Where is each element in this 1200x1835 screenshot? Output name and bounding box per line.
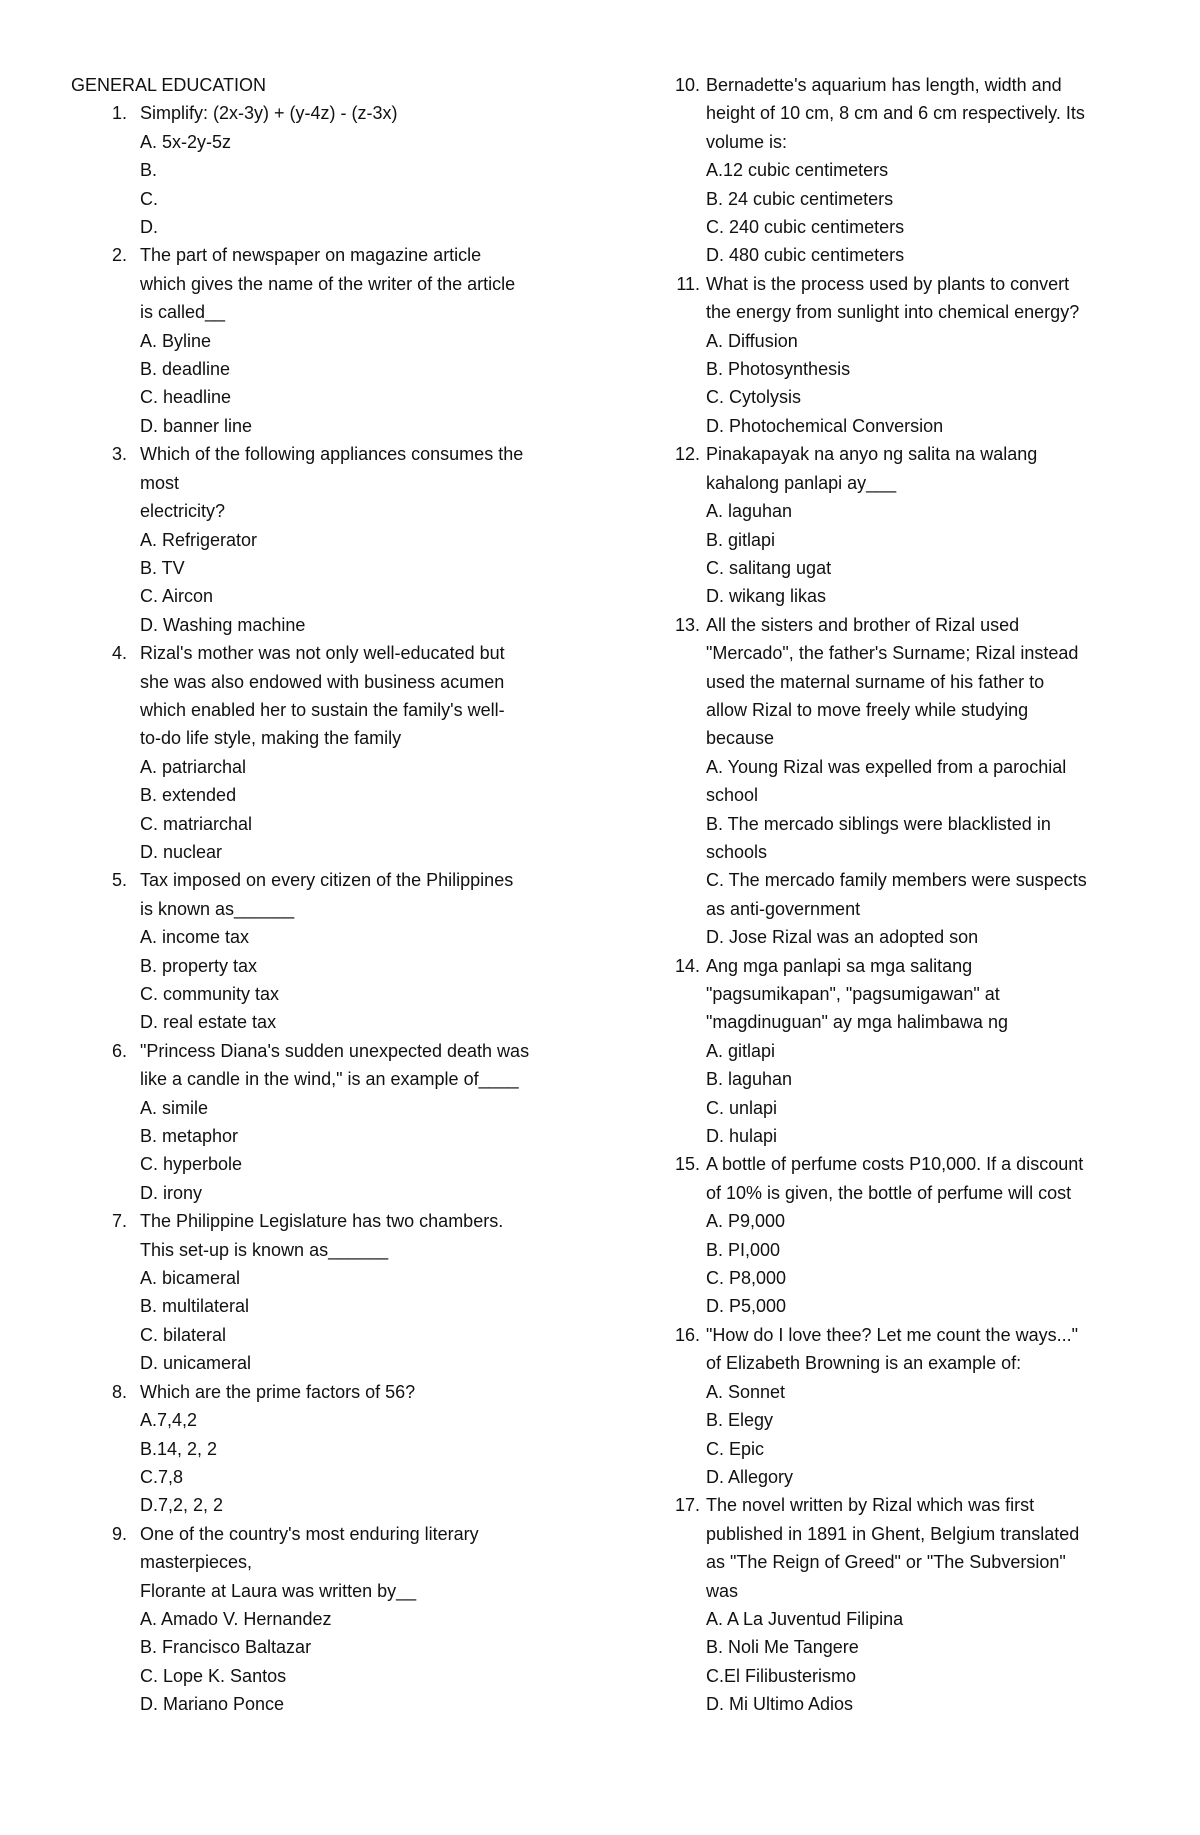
question-text: most: [140, 472, 180, 493]
question-text: This set-up is known as______: [140, 1239, 389, 1260]
answer-option: C. bilateral: [140, 1324, 227, 1345]
answer-option: A. bicameral: [140, 1268, 241, 1289]
answer-option: B. gitlapi: [706, 529, 776, 550]
question-number: 13.: [674, 614, 700, 635]
question-text-line: [670, 270, 1087, 298]
question-text-line: [670, 71, 1087, 99]
question-text: Tax imposed on every citizen of the Philippines: [140, 870, 514, 891]
question-text: because: [706, 728, 775, 749]
question-text: Pinakapayak na anyo ng salita na walang: [706, 444, 1038, 465]
answer-option: B. metaphor: [140, 1126, 239, 1147]
question-text: The part of newspaper on magazine article: [140, 245, 482, 266]
question-text: allow Rizal to move freely while studying: [706, 699, 1029, 720]
question-number: 15.: [674, 1154, 700, 1175]
question-text: Which are the prime factors of 56?: [140, 1381, 416, 1402]
answer-option: D. wikang likas: [706, 586, 827, 607]
question-text: like a candle in the wind," is an example of____: [140, 1069, 519, 1090]
question-text-line: [71, 497, 529, 525]
question-text-line: [71, 1065, 529, 1093]
question-text: Which of the following appliances consumes the: [140, 444, 524, 465]
question-text: The novel written by Rizal which was first: [706, 1495, 1035, 1516]
question-text: One of the country's most enduring literary: [140, 1523, 479, 1544]
answer-option: B. PI,000: [706, 1239, 781, 1260]
question-text-line: [670, 1520, 1087, 1548]
question-text-line: [670, 1150, 1087, 1178]
answer-option: B. extended: [140, 785, 237, 806]
question-text-line: [670, 1349, 1087, 1377]
answer-option: A. income tax: [140, 927, 250, 948]
answer-option: A. Sonnet: [706, 1381, 786, 1402]
question-item: [670, 1491, 1087, 1718]
answer-option: C. The mercado family members were suspects: [706, 870, 1087, 891]
question-number: 1.: [111, 103, 127, 124]
question-text-line: [71, 639, 529, 667]
question-text: The Philippine Legislature has two chambers.: [140, 1211, 504, 1232]
question-text: Florante at Laura was written by__: [140, 1580, 417, 1601]
question-text-line: [670, 696, 1087, 724]
answer-option: C. salitang ugat: [706, 557, 832, 578]
question-text: to-do life style, making the family: [140, 728, 402, 749]
answer-option: schools: [706, 841, 768, 862]
question-text-line: [71, 1378, 529, 1406]
answer-option: A. 5x-2y-5z: [140, 131, 232, 152]
question-text-line: [71, 1577, 529, 1605]
question-text: Simplify: (2x-3y) + (y-4z) - (z-3x): [140, 103, 398, 124]
question-item: [670, 270, 1087, 440]
question-item: [71, 241, 529, 440]
question-text-line: [670, 1008, 1087, 1036]
answer-option: C.: [140, 188, 158, 209]
answer-option: D. Photochemical Conversion: [706, 415, 944, 436]
answer-option: as anti-government: [706, 898, 861, 919]
answer-option: D. P5,000: [706, 1296, 787, 1317]
question-text-line: [670, 440, 1087, 468]
question-text-line: [670, 298, 1087, 326]
question-text-line: [71, 724, 529, 752]
question-item: [670, 611, 1087, 952]
answer-option: C. Lope K. Santos: [140, 1665, 287, 1686]
answer-option: A.7,4,2: [140, 1410, 198, 1431]
answer-option: A.12 cubic centimeters: [706, 160, 889, 181]
answer-option: D. real estate tax: [140, 1012, 277, 1033]
answer-option: B. property tax: [140, 955, 258, 976]
question-number: 8.: [111, 1381, 127, 1402]
question-text: is called__: [140, 302, 226, 323]
question-text-line: [670, 1179, 1087, 1207]
question-text: published in 1891 in Ghent, Belgium translated: [706, 1523, 1080, 1544]
answer-option: C. Cytolysis: [706, 387, 802, 408]
question-text: "Princess Diana's sudden unexpected death was: [140, 1040, 530, 1061]
question-text-line: [71, 1207, 529, 1235]
answer-option: B.14, 2, 2: [140, 1438, 218, 1459]
question-text: A bottle of perfume costs P10,000. If a discount: [706, 1154, 1084, 1175]
question-text: as "The Reign of Greed" or "The Subversion": [706, 1552, 1066, 1573]
answer-option: C. P8,000: [706, 1268, 787, 1289]
answer-option: B. deadline: [140, 359, 231, 380]
question-text: Rizal's mother was not only well-educated but: [140, 643, 505, 664]
question-text-line: [670, 668, 1087, 696]
answer-option: D.7,2, 2, 2: [140, 1495, 224, 1516]
question-text-line: [71, 440, 529, 468]
answer-option: A. Refrigerator: [140, 529, 258, 550]
answer-option: D. 480 cubic centimeters: [706, 245, 905, 266]
question-number: 9.: [111, 1523, 127, 1544]
answer-option: B. Noli Me Tangere: [706, 1637, 859, 1658]
question-text: height of 10 cm, 8 cm and 6 cm respectively. Its: [706, 103, 1085, 124]
answer-option: B. Francisco Baltazar: [140, 1637, 312, 1658]
question-number: 17.: [674, 1495, 700, 1516]
answer-option: D. Mi Ultimo Adios: [706, 1694, 854, 1715]
question-text-line: [71, 1520, 529, 1548]
question-item: [71, 866, 529, 1036]
question-text: electricity?: [140, 501, 226, 522]
question-text: Bernadette's aquarium has length, width and: [706, 75, 1062, 95]
question-number: 6.: [111, 1040, 127, 1061]
question-text-line: [670, 1548, 1087, 1576]
answer-option: A. Diffusion: [706, 330, 798, 351]
answer-option: A. gitlapi: [706, 1040, 776, 1061]
answer-option: D. Mariano Ponce: [140, 1694, 285, 1715]
question-text-line: [670, 724, 1087, 752]
answer-option: B. multilateral: [140, 1296, 250, 1317]
answer-option: D. unicameral: [140, 1353, 252, 1374]
answer-option: A. P9,000: [706, 1211, 786, 1232]
answer-option: C. headline: [140, 387, 232, 408]
question-item: [71, 440, 529, 639]
question-text: "magdinuguan" ay mga halimbawa ng: [706, 1012, 1008, 1033]
question-text: was: [706, 1580, 739, 1601]
question-text: Ang mga panlapi sa mga salitang: [706, 955, 973, 976]
answer-option: C. community tax: [140, 984, 280, 1004]
question-text-line: [670, 1491, 1087, 1519]
question-text: All the sisters and brother of Rizal used: [706, 614, 1020, 635]
answer-option: B.: [140, 160, 158, 181]
question-text-line: [71, 99, 529, 127]
question-text: "pagsumikapan", "pagsumigawan" at: [706, 984, 1000, 1004]
answer-option: B. laguhan: [706, 1069, 793, 1090]
answer-option: D. irony: [140, 1182, 203, 1203]
answer-option: A. Amado V. Hernandez: [140, 1608, 332, 1629]
question-number: 16.: [674, 1324, 700, 1345]
question-item: [71, 99, 529, 241]
question-number: 11.: [676, 273, 700, 294]
answer-option: B. Photosynthesis: [706, 359, 851, 380]
question-text-line: [71, 241, 529, 269]
answer-option: D. nuclear: [140, 841, 223, 862]
document-title: GENERAL EDUCATION: [71, 75, 267, 95]
answer-option: B. Elegy: [706, 1410, 774, 1431]
right-column: [670, 71, 1087, 1719]
question-number: 12.: [674, 444, 700, 465]
question-text-line: [670, 128, 1087, 156]
question-text-line: [71, 1548, 529, 1576]
question-text-line: [71, 270, 529, 298]
answer-option: A. simile: [140, 1097, 209, 1118]
question-text: What is the process used by plants to convert: [706, 273, 1070, 294]
question-number: 14.: [674, 955, 700, 976]
right-question-list: [670, 71, 1087, 1719]
question-text: "How do I love thee? Let me count the ways...": [706, 1324, 1078, 1345]
answer-option: C. Aircon: [140, 586, 214, 607]
question-text: masterpieces,: [140, 1552, 253, 1573]
answer-option: C.7,8: [140, 1466, 184, 1487]
answer-option: D. Washing machine: [140, 614, 306, 635]
question-text-line: [71, 668, 529, 696]
answer-option: A. laguhan: [706, 501, 793, 522]
question-text-line: [71, 469, 529, 497]
question-text-line: [71, 895, 529, 923]
answer-option: C. unlapi: [706, 1097, 778, 1118]
question-text-line: [670, 639, 1087, 667]
left-question-list: [71, 99, 529, 1718]
question-text-line: [670, 980, 1087, 1008]
question-text-line: [71, 696, 529, 724]
question-text: the energy from sunlight into chemical energy?: [706, 302, 1080, 323]
question-text: which gives the name of the writer of the article: [140, 273, 516, 294]
answer-option: D. banner line: [140, 415, 253, 436]
answer-option: A. Byline: [140, 330, 212, 351]
question-item: [71, 1037, 529, 1207]
question-text-line: [71, 1236, 529, 1264]
question-text-line: [71, 866, 529, 894]
question-number: 5.: [111, 870, 127, 891]
answer-option: C. Epic: [706, 1438, 765, 1459]
answer-option: C. hyperbole: [140, 1154, 243, 1175]
question-text: volume is:: [706, 131, 788, 152]
answer-option: C. 240 cubic centimeters: [706, 217, 905, 238]
answer-option: B. TV: [140, 557, 185, 578]
question-text-line: [670, 1577, 1087, 1605]
question-number: 2.: [111, 245, 127, 266]
question-text-line: [670, 1321, 1087, 1349]
question-text-line: [71, 1037, 529, 1065]
answer-option: C.El Filibusterismo: [706, 1665, 857, 1686]
question-number: 7.: [111, 1211, 127, 1232]
question-number: 4.: [111, 643, 127, 664]
question-text: of 10% is given, the bottle of perfume will cost: [706, 1182, 1072, 1203]
question-text-line: [670, 469, 1087, 497]
question-text: she was also endowed with business acumen: [140, 671, 505, 692]
answer-option: A. A La Juventud Filipina: [706, 1608, 904, 1629]
question-text: of Elizabeth Browning is an example of:: [706, 1353, 1022, 1374]
question-item: [670, 952, 1087, 1151]
question-number: 3.: [111, 444, 127, 465]
question-text-line: [670, 99, 1087, 127]
question-text-line: [670, 952, 1087, 980]
answer-option: D. hulapi: [706, 1126, 778, 1147]
question-text-line: [71, 298, 529, 326]
left-column: [71, 71, 529, 1719]
answer-option: B. 24 cubic centimeters: [706, 188, 894, 209]
question-item: [670, 71, 1087, 270]
question-text: which enabled her to sustain the family's well-: [140, 699, 505, 720]
question-text: kahalong panlapi ay___: [706, 472, 897, 493]
question-text-line: [670, 611, 1087, 639]
answer-option: school: [706, 785, 759, 806]
question-item: [71, 1378, 529, 1520]
question-text: "Mercado", the father's Surname; Rizal instead: [706, 643, 1079, 664]
question-item: [71, 639, 529, 866]
question-item: [71, 1207, 529, 1377]
question-item: [670, 440, 1087, 610]
answer-option: C. matriarchal: [140, 813, 253, 834]
question-number: 10.: [674, 75, 700, 95]
answer-option: A. patriarchal: [140, 756, 247, 777]
answer-option: D. Allegory: [706, 1466, 794, 1487]
question-text: is known as______: [140, 898, 295, 919]
answer-option: D.: [140, 217, 158, 238]
answer-option: B. The mercado siblings were blacklisted in: [706, 813, 1051, 834]
answer-option: D. Jose Rizal was an adopted son: [706, 927, 979, 948]
question-item: [670, 1150, 1087, 1320]
question-text: used the maternal surname of his father to: [706, 671, 1045, 692]
answer-option: A. Young Rizal was expelled from a parochial: [706, 756, 1067, 777]
question-item: [670, 1321, 1087, 1491]
question-item: [71, 1520, 529, 1719]
